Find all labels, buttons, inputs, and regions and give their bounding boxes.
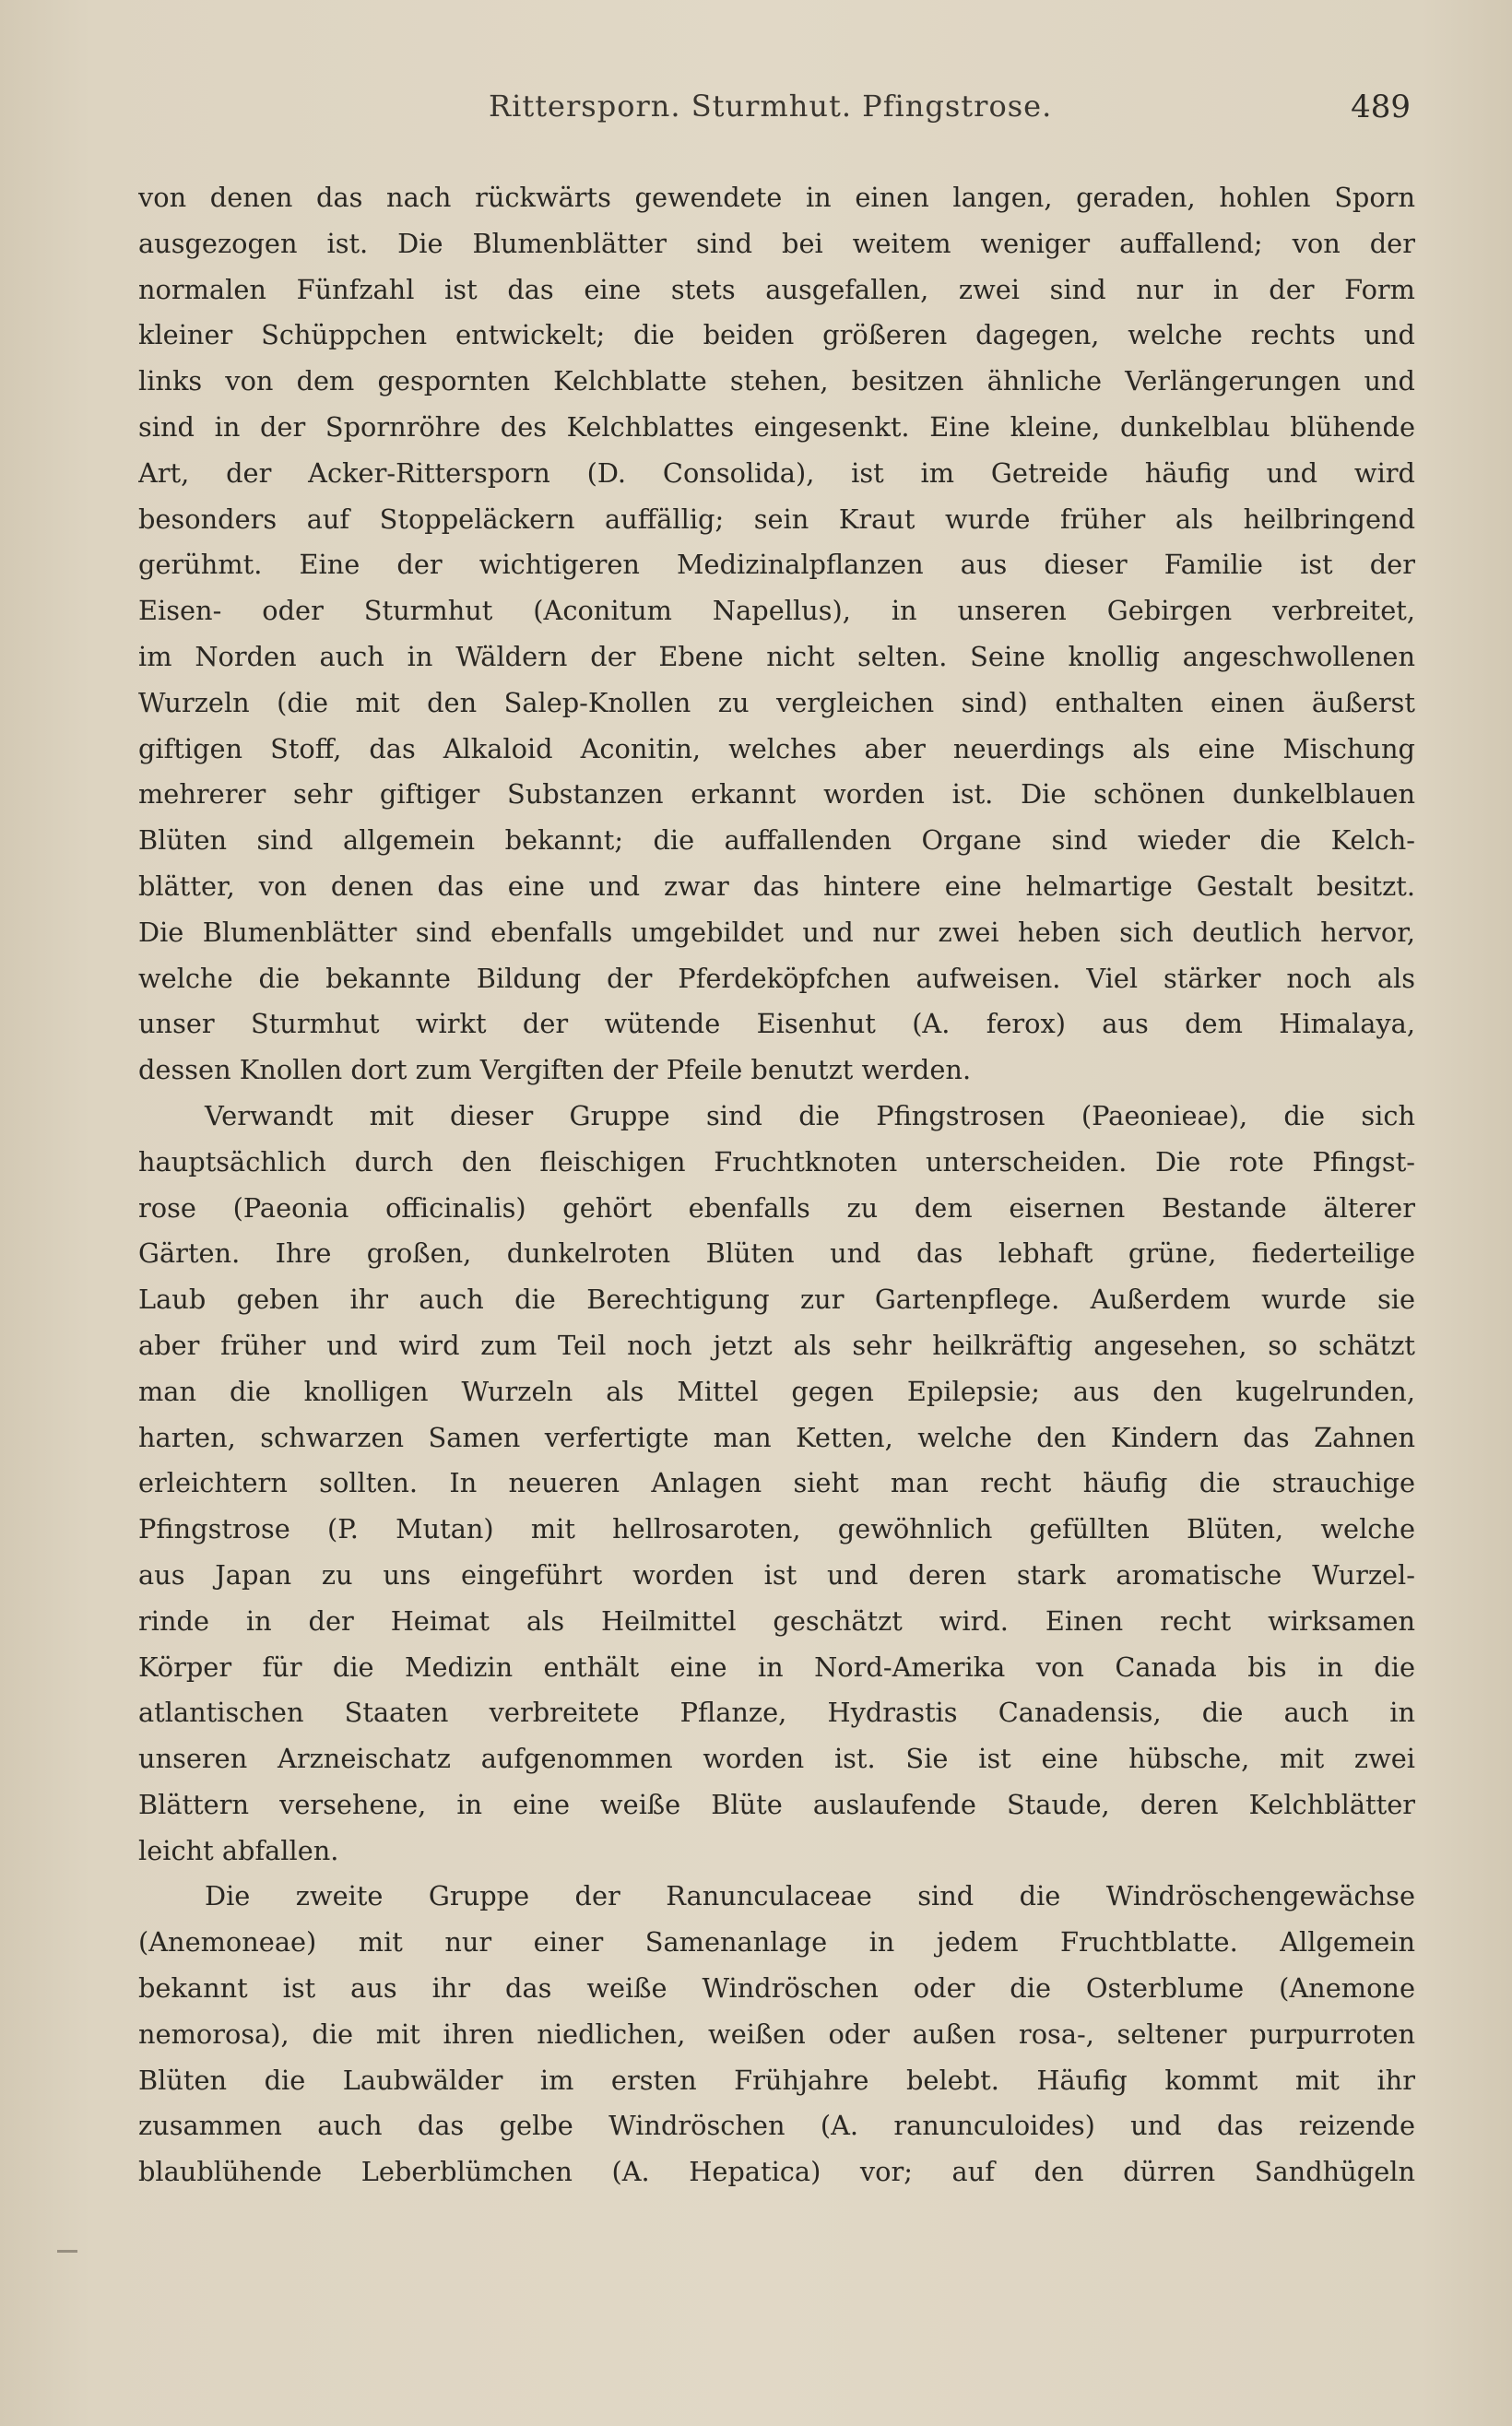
text-line: Blüten die Laubwälder im ersten Frühjahre belebt. Häufig kommt mit ihr (138, 2064, 1415, 2096)
text-line: aber früher und wird zum Teil noch jetzt als sehr heilkräftig angesehen, so schätzt (138, 1329, 1415, 1361)
text-line: links von dem gespornten Kelchblatte stehen, besitzen ähnliche Verlängerungen und (138, 365, 1415, 397)
text-line: gerühmt. Eine der wichtigeren Medizinalpflanzen aus dieser Familie ist der (138, 549, 1415, 581)
margin-mark (57, 2250, 77, 2253)
text-line: aus Japan zu uns eingeführt worden ist und deren stark aromatische Wurzel- (138, 1558, 1415, 1591)
text-line: Blättern versehene, in eine weiße Blüte auslaufende Staude, deren Kelchblätter (138, 1788, 1415, 1820)
text-line: welche die bekannte Bildung der Pferdeköpfchen aufweisen. Viel stärker noch als (138, 962, 1415, 994)
page-header (0, 89, 1512, 135)
text-line: hauptsächlich durch den fleischigen Fruchtknoten unterscheiden. Die rote Pfingst- (138, 1145, 1415, 1177)
text-line: bekannt ist aus ihr das weiße Windröschen oder die Osterblume (Anemone (138, 1972, 1415, 2005)
text-line: von denen das nach rückwärts gewendete in einen langen, geraden, hohlen Sporn (138, 182, 1415, 213)
text-line: Art, der Acker-Rittersporn (D. Consolida), ist im Getreide häufig und wird (138, 456, 1415, 489)
text-line: Pfingstrose (P. Mutan) mit hellrosaroten, gewöhnlich gefüllten Blüten, welche (138, 1513, 1415, 1545)
page-number: 489 (1351, 89, 1411, 125)
text-line: Laub geben ihr auch die Berechtigung zur Gartenpflege. Außerdem wurde sie (138, 1284, 1415, 1316)
text-line: (Anemoneae) mit nur einer Samenanlage in jedem Fruchtblatte. Allgemein (138, 1926, 1415, 1959)
running-title: Rittersporn. Sturmhut. Pfingstrose. (489, 89, 1053, 124)
text-line: dessen Knollen dort zum Vergiften der Pfeile benutzt werden. (138, 1054, 972, 1086)
text-line: Verwandt mit dieser Gruppe sind die Pfingstrosen (Paeonieae), die sich (205, 1099, 1415, 1131)
text-line: unseren Arzneischatz aufgenommen worden ist. Sie ist eine hübsche, mit zwei (138, 1743, 1415, 1775)
text-line: besonders auf Stoppeläckern auffällig; sein Kraut wurde früher als heilbringend (138, 503, 1415, 535)
text-line: sind in der Spornröhre des Kelchblattes eingesenkt. Eine kleine, dunkelblau blühende (138, 410, 1415, 443)
text-line: nemorosa), die mit ihren niedlichen, weißen oder außen rosa-, seltener purpurroten (138, 2018, 1415, 2050)
text-line: rose (Paeonia officinalis) gehört ebenfalls zu dem eisernen Bestande älterer (138, 1191, 1415, 1224)
text-line: ausgezogen ist. Die Blumenblätter sind bei weitem weniger auffallend; von der (138, 227, 1415, 259)
text-line: Gärten. Ihre großen, dunkelroten Blüten und das lebhaft grüne, fiederteilige (138, 1237, 1415, 1270)
text-line: zusammen auch das gelbe Windröschen (A. ranunculoides) und das reizende (138, 2110, 1415, 2142)
body-text (138, 175, 1415, 2195)
text-line: Eisen- oder Sturmhut (Aconitum Napellus), in unseren Gebirgen verbreitet, (138, 595, 1415, 627)
text-line: rinde in der Heimat als Heilmittel geschätzt wird. Einen recht wirksamen (138, 1604, 1415, 1637)
text-line: harten, schwarzen Samen verfertigte man Ketten, welche den Kindern das Zahnen (138, 1421, 1415, 1453)
text-line: blätter, von denen das eine und zwar das hintere eine helmartige Gestalt besitzt. (138, 870, 1415, 902)
text-line: Wurzeln (die mit den Salep-Knollen zu vergleichen sind) enthalten einen äußerst (138, 686, 1415, 718)
text-line: mehrerer sehr giftiger Substanzen erkannt worden ist. Die schönen dunkelblauen (138, 778, 1415, 811)
text-line: leicht abfallen. (138, 1834, 339, 1866)
text-line: Blüten sind allgemein bekannt; die auffallenden Organe sind wieder die Kelch- (138, 824, 1415, 857)
text-line: man die knolligen Wurzeln als Mittel gegen Epilepsie; aus den kugelrunden, (138, 1375, 1415, 1407)
text-line: im Norden auch in Wäldern der Ebene nicht selten. Seine knollig angeschwollenen (138, 640, 1415, 672)
text-line: Die Blumenblätter sind ebenfalls umgebildet und nur zwei heben sich deutlich hervor, (138, 916, 1415, 948)
text-line: Körper für die Medizin enthält eine in Nord-Amerika von Canada bis in die (138, 1651, 1415, 1683)
text-line: giftigen Stoff, das Alkaloid Aconitin, welches aber neuerdings als eine Mischung (138, 732, 1415, 764)
text-line: blaublühende Leberblümchen (A. Hepatica) vor; auf den dürren Sandhügeln (138, 2156, 1415, 2188)
text-line: kleiner Schüppchen entwickelt; die beiden größeren dagegen, welche rechts und (138, 319, 1415, 351)
text-line: erleichtern sollten. In neueren Anlagen sieht man recht häufig die strauchige (138, 1467, 1415, 1499)
text-line: Die zweite Gruppe der Ranunculaceae sind die Windröschengewächse (205, 1880, 1415, 1912)
text-line: atlantischen Staaten verbreitete Pflanze, Hydrastis Canadensis, die auch in (138, 1697, 1415, 1729)
text-line: normalen Fünfzahl ist das eine stets ausgefallen, zwei sind nur in der Form (138, 273, 1415, 305)
text-line: unser Sturmhut wirkt der wütende Eisenhut (A. ferox) aus dem Himalaya, (138, 1008, 1415, 1040)
